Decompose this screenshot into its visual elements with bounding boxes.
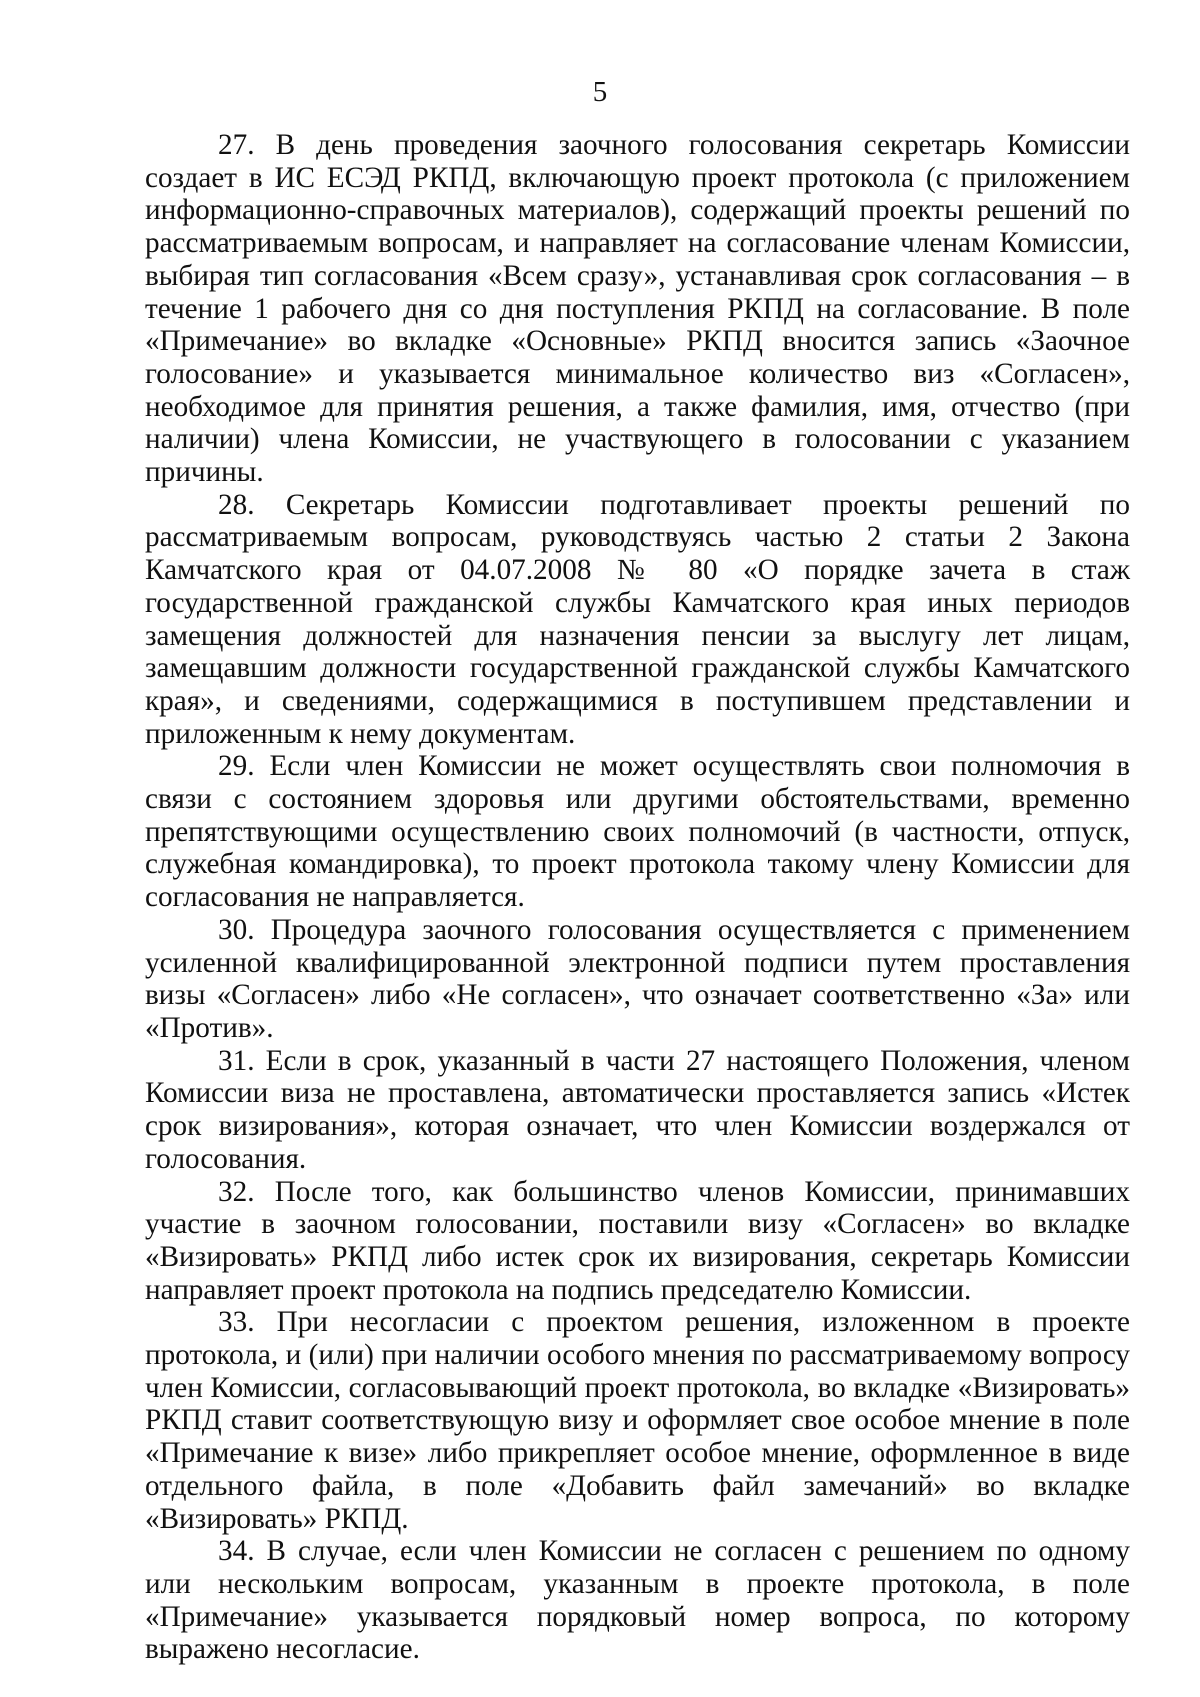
paragraph-31: 31. Если в срок, указанный в части 27 настоящего Положения, членом Комиссии виза не проставлена, автоматически проставляется запись «Истек срок визирования», которая означает, что член Комиссии воздержался от голосования. xyxy=(145,1044,1130,1175)
paragraph-32: 32. После того, как большинство членов Комиссии, принимавших участие в заочном голосовании, поставили визу «Согласен» во вкладке «Визировать» РКПД либо истек срок их визирования, секретарь Комиссии направляет проект протокола на подпись председателю Комиссии. xyxy=(145,1175,1130,1306)
document-body xyxy=(145,129,1130,1666)
page-number: 5 xyxy=(592,76,608,108)
paragraph-28: 28. Секретарь Комиссии подготавливает проекты решений по рассматриваемым вопросам, руководствуясь частью 2 статьи 2 Закона Камчатского края от 04.07.2008 № 80 «О порядке зачета в стаж государственной гражданской службы Камчатского края иных периодов замещения должностей для назначения пенсии за выслугу лет лицам, замещавшим должности государственной гражданской службы Камчатского края», и сведениями, содержащимися в поступившем представлении и приложенным к нему документам. xyxy=(145,488,1130,750)
paragraph-30: 30. Процедура заочного голосования осуществляется с применением усиленной квалифицированной электронной подписи путем проставления визы «Согласен» либо «Не согласен», что означает соответственно «За» или «Против». xyxy=(145,913,1130,1044)
paragraph-34: 34. В случае, если член Комиссии не согласен с решением по одному или нескольким вопросам, указанным в проекте протокола, в поле «Примечание» указывается порядковый номер вопроса, по которому выражено несогласие. xyxy=(145,1535,1130,1666)
paragraph-27: 27. В день проведения заочного голосования секретарь Комиссии создает в ИС ЕСЭД РКПД, включающую проект протокола (с приложением информационно-справочных материалов), содержащий проекты решений по рассматриваемым вопросам, и направляет на согласование членам Комиссии, выбирая тип согласования «Всем сразу», устанавливая срок согласования – в течение 1 рабочего дня со дня поступления РКПД на согласование. В поле «Примечание» во вкладке «Основные» РКПД вносится запись «Заочное голосование» и указывается минимальное количество виз «Согласен», необходимое для принятия решения, а также фамилия, имя, отчество (при наличии) члена Комиссии, не участвующего в голосовании с указанием причины. xyxy=(145,129,1130,489)
paragraph-33: 33. При несогласии с проектом решения, изложенном в проекте протокола, и (или) при наличии особого мнения по рассматриваемому вопросу член Комиссии, согласовывающий проект протокола, во вкладке «Визировать» РКПД ставит соответствующую визу и оформляет свое особое мнение в поле «Примечание к визе» либо прикрепляет особое мнение, оформленное в виде отдельного файла, в поле «Добавить файл замечаний» во вкладке «Визировать» РКПД. xyxy=(145,1306,1130,1535)
paragraph-29: 29. Если член Комиссии не может осуществлять свои полномочия в связи с состоянием здоровья или другими обстоятельствами, временно препятствующими осуществлению своих полномочий (в частности, отпуск, служебная командировка), то проект протокола такому члену Комиссии для согласования не направляется. xyxy=(145,750,1130,914)
